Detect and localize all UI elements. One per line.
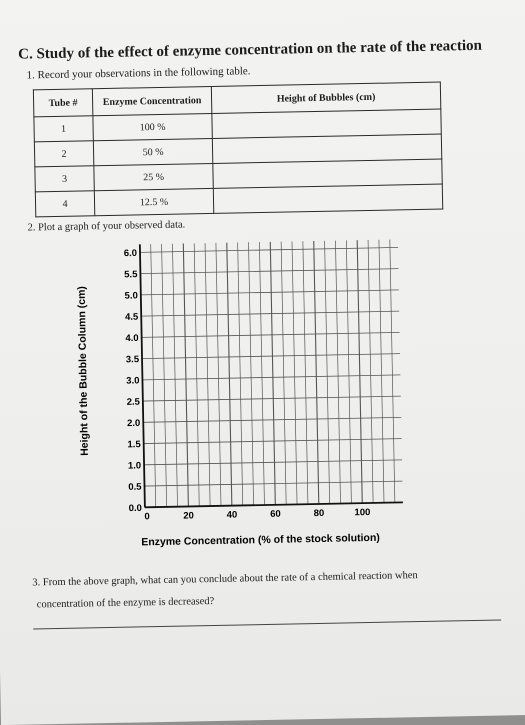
grid-line-horizontal [144,439,402,444]
y-tick-label: 0.5 [128,481,142,493]
grid-line-vertical [151,244,156,507]
grid-line-vertical [303,241,308,504]
header-tube: Tube # [33,89,93,117]
concentration-value: 25 % [94,163,213,190]
y-axis-label: Height of the Bubble Column (cm) [75,285,91,456]
grid-line-horizontal [142,375,400,380]
grid-line-horizontal [144,460,402,465]
question-2-instruction: 2. Plot a graph of your observed data. [27,219,186,234]
grid-line-vertical [292,241,297,504]
concentration-value: 12.5 % [94,188,213,215]
question-1-instruction: 1. Record your observations in the following table. [26,65,251,82]
grid-line-vertical [194,243,199,506]
tube-number: 3 [35,166,94,192]
grid-line-horizontal [140,247,398,252]
grid-line-vertical [162,244,167,507]
x-tick-label: 60 [270,508,281,520]
x-axis-ticks [144,507,370,522]
y-tick-label: 2.0 [126,417,141,430]
grid-line-horizontal [142,354,400,359]
grid-line-vertical [227,243,232,506]
grid-line-vertical [238,242,243,505]
grid-line-vertical [390,240,395,503]
grid-line-vertical [183,244,188,507]
grid-line-horizontal [140,269,398,274]
grid-line-horizontal [141,290,399,295]
question-3-prompt-continued: concentration of the enzyme is decreased? [36,596,215,611]
x-tick-label: 40 [226,509,238,521]
y-tick-label: 2.5 [126,396,140,408]
graph-paper[interactable] [70,235,436,562]
y-tick-label: 6.0 [123,247,138,260]
y-tick-label: 5.0 [124,290,138,302]
concentration-value: 50 % [93,138,212,165]
grid-line-horizontal [143,417,401,422]
grid-line-vertical [357,240,362,503]
grid-line-vertical [325,241,330,504]
answer-line[interactable] [33,619,501,629]
y-tick-label: 1.5 [127,439,141,451]
grid-line-vertical [346,240,351,503]
tube-number: 2 [34,141,93,167]
grid-line-vertical [335,241,340,504]
header-enzyme-concentration: Enzyme Concentration [92,86,211,115]
y-tick-label: 3.0 [126,375,140,387]
y-tick-label: 4.0 [125,332,139,345]
tube-number: 4 [35,191,94,217]
x-tick-label: 0 [144,511,150,523]
section-heading: C. Study of the effect of enzyme concentration on the rate of the reaction [18,37,483,63]
x-tick-label: 20 [183,510,194,522]
observation-table [33,82,443,218]
grid-line-vertical [172,244,177,507]
y-tick-label: 4.5 [124,311,139,323]
grid-line-horizontal [143,396,401,401]
grid-line-horizontal [141,311,399,316]
grid-line-vertical [379,240,384,503]
grid-line-horizontal [142,332,400,337]
x-axis-label: Enzyme Concentration (% of the stock solution) [141,531,380,549]
y-tick-label: 0.0 [128,502,143,515]
y-tick-label: 3.5 [125,354,140,366]
graph-grid [140,239,403,507]
y-tick-label: 5.5 [124,269,138,281]
tube-number: 1 [34,116,93,142]
concentration-value: 100 % [93,113,212,140]
question-3-prompt: 3. From the above graph, what can you conclude about the rate of a chemical reaction when [32,570,418,589]
x-tick-label: 80 [313,507,325,520]
grid-line-vertical [368,240,373,503]
x-tick-label: 100 [354,506,371,519]
grid-line-vertical [249,242,254,505]
height-entry-cell[interactable] [213,184,442,213]
grid-line-vertical [216,243,221,506]
grid-line-vertical [259,242,264,505]
y-tick-label: 1.0 [127,460,142,472]
grid-line-horizontal [144,481,402,486]
header-height-of-bubbles: Height of Bubbles (cm) [211,82,440,113]
grid-line-vertical [205,243,210,506]
grid-line-vertical [314,241,319,504]
grid-line-vertical [270,242,275,505]
grid-line-vertical [281,242,286,505]
